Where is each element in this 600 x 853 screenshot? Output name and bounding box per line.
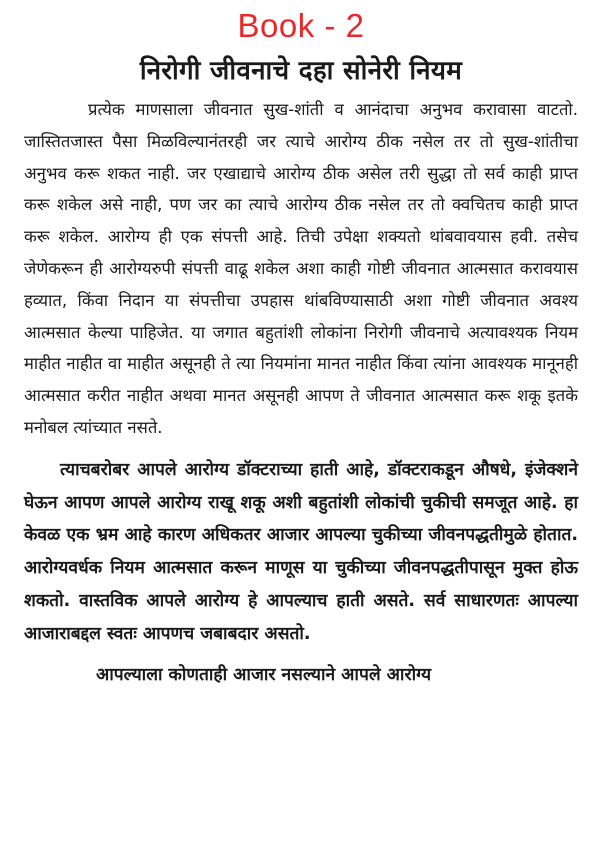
body-paragraph-2: त्याचबरोबर आपले आरोग्य डॉक्टराच्या हाती आहे, डॉक्टराकडून औषधे, इंजेक्शने घेऊन आपण आपले आरोग्य राखू शकू अशी बहुतांशी लोकांची चुकीची समजूत आहे. हा केवळ एक भ्रम आहे कारण अधिकतर आजार आपल्या चुकीच्या जीवनपद्धतीमुळे होतात. आरोग्यवर्धक नियम आत्मसात करून माणूस या चुकीच्या जीवनपद्धतीपासून मुक्त होऊ शकतो. वास्तविक आपले आरोग्य हे आपल्याच हाती असते. सर्व साधारणतः आपल्या आजाराबद्दल स्वतः आपणच जबाबदार असतो. — [24, 459, 578, 644]
book-number-label: Book - 2 — [237, 7, 365, 44]
body-paragraph-1: प्रत्येक माणसाला जीवनात सुख-शांती व आनंदाचा अनुभव करावासा वाटतो. जास्तितजास्त पैसा मिळविल्यानंतरही जर त्याचे आरोग्य ठीक नसेल तर तो सुख-शांतीचा अनुभव करू शकत नाही. जर एखाद्याचे आरोग्य ठीक असेल तरी सुद्धा तो सर्व काही प्राप्त करू शकेल असे नाही, पण जर का त्याचे आरोग्य ठीक नसेल तर तो क्वचितच काही प्राप्त करू शकेल. आरोग्य ही एक संपत्ती आहे. तिची उपेक्षा शक्यतो थांबवावयास हवी. तसेच जेणेकरून ही आरोग्यरुपी संपत्ती वाढू शकेल अशा काही गोष्टी जीवनात आत्मसात करावयास हव्यात, किंवा निदान या संपत्तीचा उपहास थांबविण्यासाठी अशा गोष्टी जीवनात अवश्य आत्मसात केल्या पाहिजेत. या जगात बहुतांशी लोकांना निरोगी जीवनाचे अत्यावश्यक नियम माहीत नाहीत वा माहीत असूनही ते त्या नियमांना मानत नाहीत किंवा त्यांना आवश्यक मानूनही आत्मसात करीत नाहीत अथवा मानत असूनही आपण ते जीवनात आत्मसात करू शकू इतके मनोबल त्यांच्यात नसते. — [24, 100, 578, 437]
chapter-title: निरोगी जीवनाचे दहा सोनेरी नियम — [139, 56, 463, 86]
body-paragraph-3: आपल्याला कोणताही आजार नसल्याने आपले आरोग्य — [96, 664, 432, 685]
